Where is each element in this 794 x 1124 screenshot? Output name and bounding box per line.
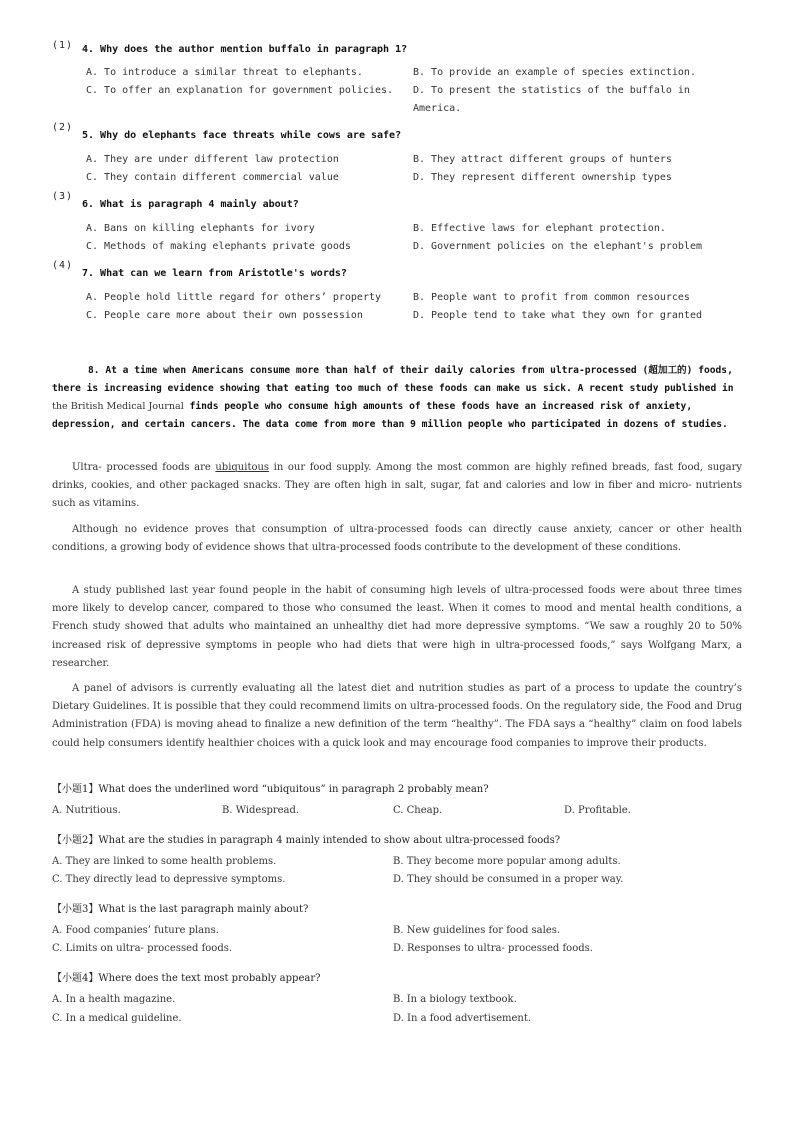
option-d: D. Responses to ultra- processed foods. bbox=[393, 943, 593, 954]
paragraph-4: A study published last year found people in the habit of consuming high levels of ultra-processed foods were about three times more likely to develop cancer, compared to those who consumed the least. When it comes to mood and mental health conditions, a French study showed that adults who maintained an unhealthy diet had more depressive symptoms. “We saw a roughly 20 to 50% increased risk of depressive symptoms in people who had diets that were high in ultra-processed foods,” says Wolfgang Marx, a researcher. bbox=[52, 585, 742, 669]
option-c: C. Cheap. bbox=[393, 805, 443, 816]
option-d: D. Profitable. bbox=[564, 805, 631, 816]
option-b: B. They attract different groups of hunters bbox=[413, 154, 672, 165]
option-d: D. People tend to take what they own for granted bbox=[413, 310, 702, 321]
option-d: D. To present the statistics of the buffalo in America. bbox=[413, 85, 690, 114]
sub-question-1-stem: 【小题1】What does the underlined word “ubiquitous” in paragraph 2 probably mean? bbox=[52, 784, 489, 795]
option-d: D. They represent different ownership types bbox=[413, 172, 672, 183]
option-b: B. In a biology textbook. bbox=[393, 994, 517, 1005]
option-d: D. They should be consumed in a proper way. bbox=[393, 874, 624, 885]
option-b: B. People want to profit from common resources bbox=[413, 292, 690, 303]
option-b: B. They become more popular among adults. bbox=[393, 856, 621, 867]
option-a: A. They are under different law protection bbox=[86, 154, 339, 165]
option-a: A. To introduce a similar threat to elephants. bbox=[86, 67, 363, 78]
option-a: A. Bans on killing elephants for ivory bbox=[86, 223, 315, 234]
option-d: D. Government policies on the elephant's problem bbox=[413, 241, 702, 252]
journal-name: the British Medical Journal bbox=[52, 401, 184, 412]
passage-intro bbox=[52, 362, 742, 434]
option-c: C. Limits on ultra- processed foods. bbox=[52, 943, 233, 954]
option-b: B. New guidelines for food sales. bbox=[393, 925, 561, 936]
question-stem: 7. What can we learn from Aristotle's words? bbox=[82, 268, 347, 279]
p2-text-b: in our food supply. Among the most common are highly refined breads, fast food, sugary drinks, cookies, and other packaged snacks. They are often high in salt, sugar, fat and calories and low in fiber and micro- nutrients such as vitamins. bbox=[52, 462, 742, 510]
intro-text-b: finds people who consume high amounts of these foods have an increased risk of anxiety, depression, and certain cancers. The data come from more than 9 million people who participated in dozens of studies. bbox=[52, 401, 728, 430]
option-b: B. To provide an example of species extinction. bbox=[413, 67, 696, 78]
p2-text-a: Ultra- processed foods are bbox=[72, 462, 216, 473]
paragraph-2 bbox=[52, 459, 742, 514]
option-b: B. Widespread. bbox=[222, 805, 300, 816]
question-number: (2) bbox=[52, 122, 74, 133]
question-stem: 6. What is paragraph 4 mainly about? bbox=[82, 199, 299, 210]
option-a: A. People hold little regard for others’ property bbox=[86, 292, 382, 303]
option-c: C. They contain different commercial value bbox=[86, 172, 339, 183]
underlined-word: ubiquitous bbox=[215, 462, 270, 473]
option-a: A. Food companies’ future plans. bbox=[52, 925, 219, 936]
sub-question-3-stem: 【小题3】What is the last paragraph mainly about? bbox=[52, 904, 309, 915]
question-number: (4) bbox=[52, 260, 74, 271]
question-number: (1) bbox=[52, 40, 74, 51]
option-a: A. In a health magazine. bbox=[52, 994, 176, 1005]
question-number: (3) bbox=[52, 191, 74, 202]
question-stem: 5. Why do elephants face threats while cows are safe? bbox=[82, 130, 402, 141]
intro-text-a: 8. At a time when Americans consume more than half of their daily calories from ultra-processed (超加工的) foods, there is increasing evidence showing that eating too much of these foods can make us sick. A recent study published in bbox=[52, 365, 734, 394]
option-a: A. They are linked to some health problems. bbox=[52, 856, 277, 867]
question-stem: 4. Why does the author mention buffalo in paragraph 1? bbox=[82, 44, 408, 55]
option-d: D. In a food advertisement. bbox=[393, 1013, 532, 1024]
paragraph-3: Although no evidence proves that consumption of ultra-processed foods can directly cause anxiety, cancer or other health conditions, a growing body of evidence shows that ultra-processed foods contribute to the development of these conditions. bbox=[52, 524, 742, 554]
option-c: C. People care more about their own possession bbox=[86, 310, 363, 321]
paragraph-5: A panel of advisors is currently evaluating all the latest diet and nutrition studies as part of a process to update the country’s Dietary Guidelines. It is possible that they could recommend limits on ultra-processed foods. On the regulatory side, the Food and Drug Administration (FDA) is moving ahead to finalize a new definition of the term “healthy”. The FDA says a “healthy” claim on food labels could help consumers identify healthier choices with a quick look and may encourage food companies to improve their products. bbox=[52, 683, 742, 749]
sub-question-2-stem: 【小题2】What are the studies in paragraph 4 mainly intended to show about ultra-processed foods? bbox=[52, 835, 561, 846]
option-c: C. They directly lead to depressive symptoms. bbox=[52, 874, 286, 885]
option-b: B. Effective laws for elephant protection. bbox=[413, 223, 666, 234]
option-c: C. In a medical guideline. bbox=[52, 1013, 182, 1024]
option-a: A. Nutritious. bbox=[52, 805, 121, 816]
option-c: C. To offer an explanation for government policies. bbox=[86, 85, 394, 96]
option-c: C. Methods of making elephants private goods bbox=[86, 241, 351, 252]
sub-question-4-stem: 【小题4】Where does the text most probably appear? bbox=[52, 973, 321, 984]
